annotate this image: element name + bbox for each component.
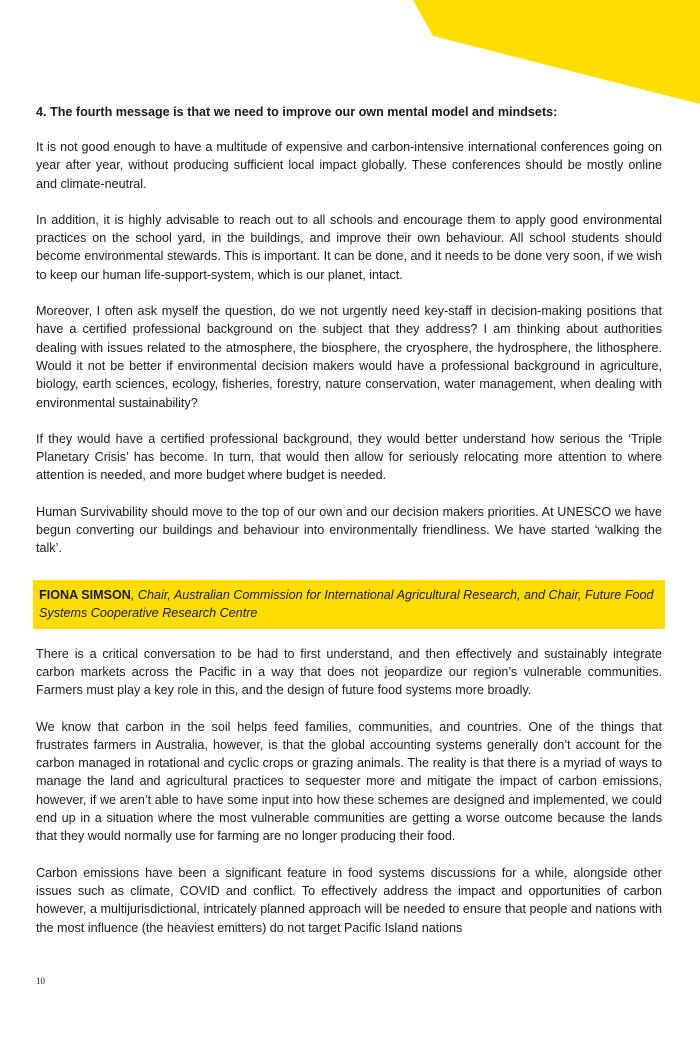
section-heading: 4. The fourth message is that we need to improve our own mental model and mindsets: (36, 105, 558, 119)
speaker-callout (33, 580, 665, 629)
paragraph: Carbon emissions have been a significant feature in food systems discussions for a while, alongside other issues such as climate, COVID and conflict. To effectively address the impact and opportunities of carbon however, a multijurisdictional, intricately planned approach will be needed to ensure that people and nations with the most influence (the heaviest emitters) do not target Pacific Island nations (36, 865, 662, 935)
paragraph: There is a critical conversation to be had to first understand, and then effectively and sustainably integrate carbon markets across the Pacific in a way that does not jeopardize our region’s vulnerable communities. Farmers must play a key role in this, and the design of future food systems more broadly. (36, 646, 662, 698)
speaker-role: , Chair, Australian Commission for International Agricultural Research, and Chair, Future Food Systems Cooperative Research Centre (39, 587, 654, 621)
speaker-name: FIONA SIMSON (39, 587, 131, 602)
page-content (36, 104, 662, 937)
paragraph: In addition, it is highly advisable to reach out to all schools and encourage them to apply good environmental practices on the school yard, in the buildings, and improve their own behaviour. All school students should become environmental stewards. This is important. It can be done, and it needs to be done very soon, if we wish to keep our human life-support-system, which is our planet, intact. (36, 212, 662, 282)
paragraph: It is not good enough to have a multitude of expensive and carbon-intensive international conferences going on year after year, without producing sufficient local impact globally. These conferences should be mostly online and climate-neutral. (36, 140, 662, 191)
paragraph: We know that carbon in the soil helps feed families, communities, and countries. One of the things that frustrates farmers in Australia, however, is that the global accounting systems generally don’t account for the carbon managed in rotational and cyclic crops or grazing animals. The reality is that there is a myriad of ways to manage the land and agricultural practices to sequester more and mitigate the impact of carbon emissions, however, if we aren’t able to have some input into how these schemes are designed and implemented, we could end up in a situation where the most vulnerable communities are getting a worse outcome because the lands that they would normally use for farming are no longer producing their food. (36, 719, 662, 844)
paragraph: If they would have a certified professional background, they would better understand how serious the ‘Triple Planetary Crisis’ has become. In turn, that would then allow for seriously relocating more attention to where attention is needed, and more budget where budget is needed. (36, 431, 662, 483)
page-number: 10 (36, 976, 45, 986)
paragraph: Human Survivability should move to the top of our own and our decision makers priorities. At UNESCO we have begun converting our buildings and behaviour into environmentally friendliness. We have started ‘walking the talk’. (36, 504, 662, 556)
decorative-corner-shape (0, 0, 700, 110)
yellow-corner-polygon (413, 0, 700, 104)
paragraph: Moreover, I often ask myself the question, do we not urgently need key-staff in decision-making positions that have a certified professional background on the subject that they address? I am thinking about authorities dealing with issues related to the atmosphere, the biosphere, the cryosphere, the hydrosphere, the lithosphere. Would it not be better if environmental decision makers would have a professional background in agriculture, biology, earth sciences, ecology, fisheries, forestry, nature conservation, water management, when dealing with environmental sustainability? (36, 304, 662, 410)
